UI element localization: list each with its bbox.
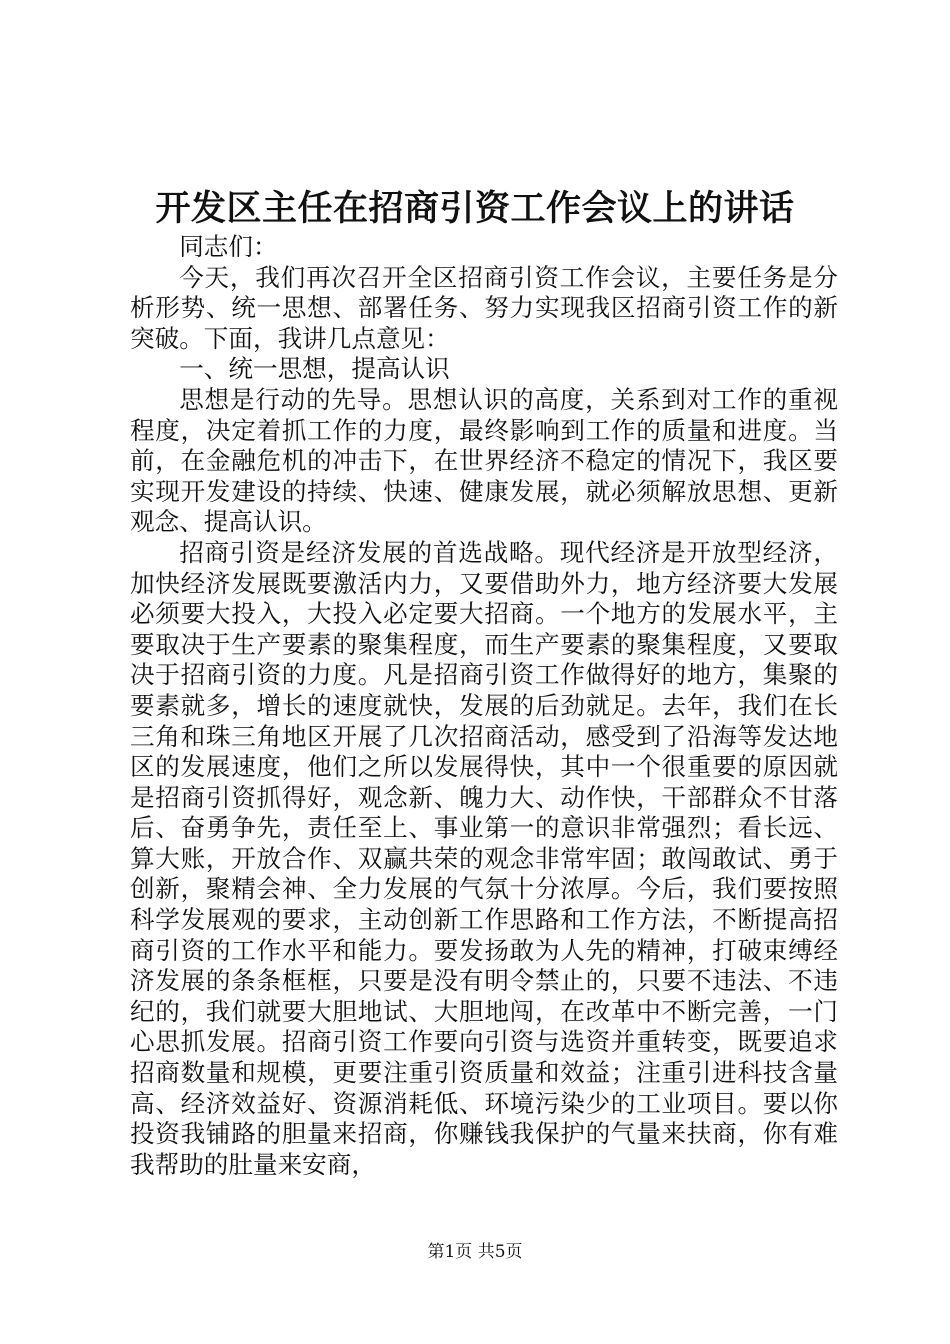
salutation: 同志们： bbox=[179, 232, 278, 261]
section-heading: 一、统一思想，提高认识 bbox=[179, 354, 450, 384]
paragraph-intro: 今天，我们再次召开全区招商引资工作会议，主要任务是分析形势、统一思想、部署任务、努力实现我区招商引资工作的新突破。下面，我讲几点意见： bbox=[130, 262, 838, 353]
paragraph-strategy: 招商引资是经济发展的首选战略。现代经济是开放型经济，加快经济发展既要激活内力，又要借助外力，地方经济要大发展必须要大投入，大投入必定要大招商。一个地方的发展水平，主要取决于生产要素的聚集程度，而生产要素的聚集程度，又要取决于招商引资的力度。凡是招商引资工作做得好的地方，集聚的要素就多，增长的速度就快，发展的后劲就足。去年，我们在长三角和珠三角地区开展了几次招商活动，感受到了沿海等发达地区的发展速度，他们之所以发展得快，其中一个很重要的原因就是招商引资抓得好，观念新、魄力大、动作快，干部群众不甘落后、奋勇争先，责任至上、事业第一的意识非常强烈；看长远、算大账，开放合作、双赢共荣的观念非常牢固；敢闯敢试、勇于创新，聚精会神、全力发展的气氛十分浓厚。今后，我们要按照科学发展观的要求，主动创新工作思路和工作方法，不断提高招商引资的工作水平和能力。要发扬敢为人先的精神，打破束缚经济发展的条条框框，只要是没有明令禁止的，只要不违法、不违纪的，我们就要大胆地试、大胆地闯，在改革中不断完善，一门心思抓发展。招商引资工作要向引资与选资并重转变，既要追求招商数量和规模，更要注重引资质量和效益；注重引进科技含量高、经济效益好、资源消耗低、环境污染少的工业项目。要以你投资我铺路的胆量来招商，你赚钱我保护的气量来扶商，你有难我帮助的肚量来安商， bbox=[130, 537, 838, 1179]
document-title: 开发区主任在招商引资工作会议上的讲话 bbox=[155, 188, 795, 229]
page-number-footer: 第1页 共5页 bbox=[427, 1242, 523, 1262]
document-body bbox=[130, 232, 838, 1180]
paragraph-thought: 思想是行动的先导。思想认识的高度，关系到对工作的重视程度，决定着抓工作的力度，最终影响到工作的质量和进度。当前，在金融危机的冲击下，在世界经济不稳定的情况下，我区要实现开发建设的持续、快速、健康发展，就必须解放思想、更新观念、提高认识。 bbox=[130, 384, 838, 537]
